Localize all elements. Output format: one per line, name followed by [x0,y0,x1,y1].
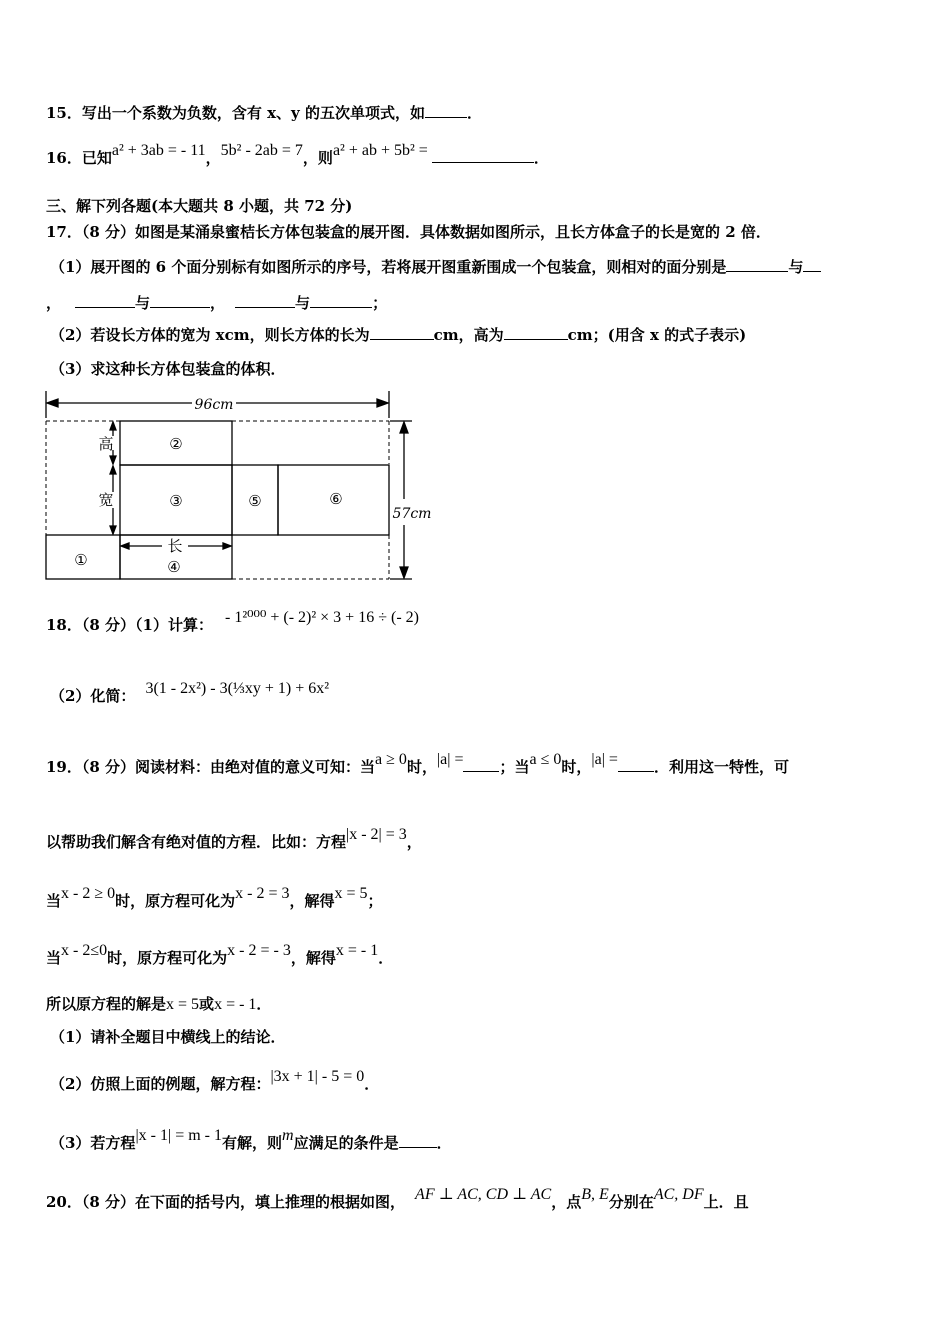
face-4: ④ [167,558,181,576]
q20-c: 分别在 [608,1193,654,1211]
q17-p1f: 与 [295,294,311,312]
q17-blank1 [726,257,788,272]
q19-p3d: ． [436,1134,452,1152]
q20-pts: B, E [581,1186,609,1203]
q19-line5 [46,994,271,1015]
q17-blank7 [370,325,434,340]
q18-part2 [50,680,330,707]
q17-blank5 [235,293,295,308]
q17-part1-line1 [50,257,821,277]
q20-b: ，点 [551,1193,582,1211]
q18-expr2: 3(1 - 2x²) - 3(⅓xy + 1) + 6x² [145,680,330,697]
q19-p2b: ． [364,1075,380,1093]
q19-solC: x = 5 [166,996,200,1013]
q19-l5a: 所以原方程的解是 [46,995,167,1013]
q18-expr1: - 1²⁰⁰⁰ + (- 2)² × 3 + 16 ÷ (- 2) [224,609,419,626]
box-net-diagram [40,388,440,584]
q19-part2 [50,1068,380,1095]
q17-blank4 [150,293,210,308]
q19-blank3 [399,1133,437,1148]
q15-line [46,103,482,123]
q16-eq1: a² + 3ab = - 11 [111,142,206,159]
q20-line1 [46,1186,749,1213]
label-chang: 长 [167,537,183,555]
q19-solB: x = - 1 [335,942,379,959]
section-3-heading: 三、解下列各题(本大题共 8 小题，共 72 分) [46,197,353,215]
q17-part1-line2 [46,293,387,313]
q19-l3c: ，解得 [289,892,335,910]
q15-blank [425,103,467,118]
q19-l1a: 19．（8 分）阅读材料：由绝对值的意义可知：当 [46,758,376,776]
q19-l2a: 以帮助我们解含有绝对值的方程．比如：方程 [46,833,347,851]
q19-solA: x = 5 [334,885,368,902]
q17-blank3 [75,293,135,308]
q18-part1 [46,609,419,636]
q19-line3 [46,885,383,912]
q19-c1: a ≥ 0 [375,751,407,768]
q19-l3d: ； [367,892,383,910]
q16-end: ． [533,149,549,167]
q19-solD: x = - 1 [214,996,257,1013]
q19-c4: x - 2≤0 [61,942,108,959]
q19-p3b: 有解，则 [221,1134,282,1152]
q16-prefix: 16．已知 [46,149,112,167]
q17-p1e: ， [210,294,226,312]
q19-p3a: （3）若方程 [50,1134,136,1152]
q19-l3a: 当 [46,892,62,910]
q19-l1c: ；当 [499,758,530,776]
face-3: ③ [169,492,183,510]
q18-p2: （2）化简： [50,687,136,705]
q17-p1g: ； [372,294,388,312]
face-5: ⑤ [248,492,262,510]
q19-abs1: |a| = [436,751,464,768]
q17-part2 [50,325,746,345]
height-label: 57cm [392,506,432,522]
q16-line [46,142,549,169]
q16-eq3: a² + ab + 5b² = [332,142,428,159]
q20-eq1: AF ⊥ AC, CD ⊥ AC [415,1186,552,1203]
q16-mid: ，则 [302,149,333,167]
q19-eqD: |3x + 1| - 5 = 0 [270,1068,365,1085]
label-kuan: 宽 [98,491,114,509]
q17-stem: 17．（8 分）如图是某涌泉蜜桔长方体包装盒的展开图．具体数据如图所示，且长方体盒子的长是宽的 2 倍． [46,223,771,241]
q17-p1d: 与 [135,294,151,312]
face-2: ② [169,435,183,453]
face-1: ① [74,551,88,569]
q17-p2c: cm；(用含 x 的式子表示) [567,326,747,344]
q20-d: 上．且 [703,1193,749,1211]
q17-blank8 [504,325,568,340]
q16-blank [432,148,534,163]
q19-eqE: |x - 1| = m - 1 [135,1127,222,1144]
q19-l1b: 时， [406,758,437,776]
q16-eq2: 5b² - 2ab = 7 [220,142,303,159]
q19-part1: （1）请补全题目中横线上的结论． [50,1028,286,1046]
q19-eqB: x - 2 = 3 [235,885,290,902]
q15-text: 15．写出一个系数为负数，含有 x、y 的五次单项式，如 [46,104,425,122]
width-label: 96cm [194,397,234,413]
q17-p2a: （2）若设长方体的宽为 xcm，则长方体的长为 [50,326,370,344]
q17-blank2 [803,257,821,272]
q19-l2b: ， [406,833,422,851]
q19-l4b: 时，原方程可化为 [107,949,228,967]
q19-eqC: x - 2 = - 3 [227,942,291,959]
q17-blank6 [310,293,372,308]
q19-l4c: ，解得 [290,949,336,967]
q16-sep: ， [205,149,221,167]
q15-end: ． [466,104,482,122]
q19-l1d: 时， [561,758,592,776]
q19-l5b: 或 [199,995,215,1013]
q19-line2 [46,826,422,853]
q19-l4d: ． [378,949,394,967]
q19-mvar: m [282,1127,294,1144]
label-gao: 高 [98,435,114,453]
q19-abs2: |a| = [591,751,618,768]
q17-p1c: ， [46,294,62,312]
face-6: ⑥ [329,490,343,508]
q18-p1: 18．（8 分）（1）计算： [46,616,213,634]
q19-l1e: ．利用这一特性，可 [653,758,789,776]
q19-blank2 [618,757,654,772]
q19-p2a: （2）仿照上面的例题，解方程： [50,1075,271,1093]
q19-eqA: |x - 2| = 3 [346,826,407,843]
q17-p1a: （1）展开图的 6 个面分别标有如图所示的序号，若将展开图重新围成一个包装盒，则相对的面分别是 [50,258,727,276]
q19-l5c: ． [256,995,272,1013]
q17-part3: （3）求这种长方体包装盒的体积． [50,360,286,378]
q20-segs: AC, DF [653,1186,704,1203]
q17-p2b: cm，高为 [433,326,504,344]
q19-l4a: 当 [46,949,62,967]
q19-blank1 [463,757,499,772]
q19-c3: x - 2 ≥ 0 [61,885,116,902]
q19-line4 [46,942,394,969]
q19-p3c: 应满足的条件是 [293,1134,399,1152]
q19-l3b: 时，原方程可化为 [115,892,236,910]
q19-c2: a ≤ 0 [529,751,562,768]
q19-part3 [50,1127,452,1154]
q20-a: 20．（8 分）在下面的括号内，填上推理的根据如图， [46,1193,406,1211]
q17-p1b: 与 [788,258,804,276]
q19-line1 [46,751,789,778]
